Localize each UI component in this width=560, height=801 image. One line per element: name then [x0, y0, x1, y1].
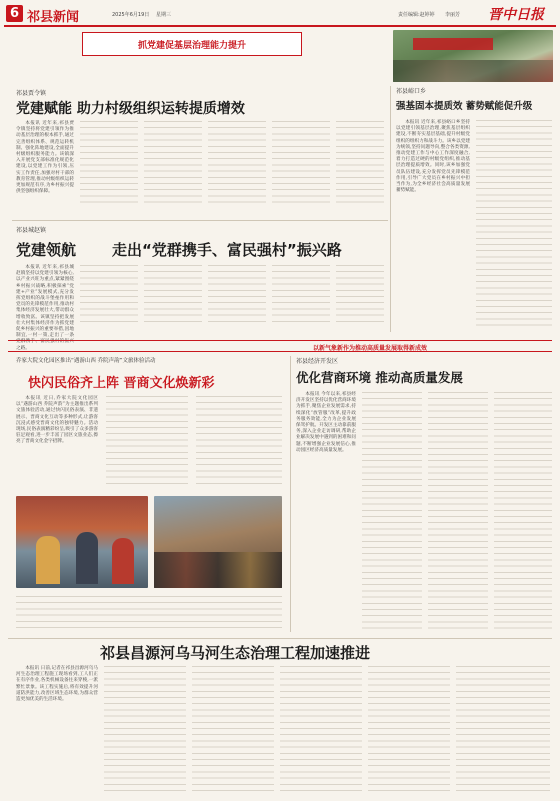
- body-chengzhao-col4: [208, 265, 266, 327]
- body-jialing-col1: [16, 121, 74, 203]
- body-kaifaqu-text: 本报讯 今年以来,祁县经济开发区坚持以优化营商环境为抓手,聚焦企业发展需求,持续深化“放管服”改革,提升政务服务效能,全力为企业发展保驾护航。开发区主动靠前服务,深入企业走访调研,帮助企业解决发展中遇到的困难和问题,不断增强企业发展信心,推动园区经济高质量发展。: [296, 392, 356, 453]
- body-changyuan-col4: [280, 666, 362, 792]
- headline-changyuan: 祁县昌源河乌马河生态治理工程加速推进: [100, 644, 371, 662]
- photo-figure-shape: [112, 538, 134, 584]
- headline-yukou: 强基固本提质效 蓄势赋能促升级: [396, 101, 533, 112]
- article-qiaojia: [16, 356, 286, 636]
- body-kaifaqu-col2: [362, 392, 422, 630]
- divider-a6: [8, 638, 552, 639]
- body-chengzhao-col2: [80, 265, 138, 327]
- proofreader-credit: 李丽芳: [445, 12, 461, 18]
- body-chengzhao-col6: [336, 265, 384, 327]
- kicker-qiaojia: 乔家大院文化园区推出“遇游山西 乔院声韵”文旅体验活动: [16, 358, 156, 364]
- body-qiaojia-col2: [106, 396, 188, 488]
- article-changyuan: [16, 642, 554, 796]
- photo-figure-shape: [36, 536, 60, 584]
- headline-chengzhao-main: 走出“党群携手、富民强村”振兴路: [112, 241, 342, 259]
- headline-kaifaqu: 优化营商环境 推动高质量发展: [296, 370, 463, 385]
- photo-crowd-shape: [154, 552, 282, 588]
- theme-strip-label: 以新气象新作为推动高质量发展取得新成效: [313, 345, 428, 352]
- body-chengzhao-text: 本报讯 近年来,祁县城赵镇坚持以党建引领为核心,以产业兴旺为重点,紧紧围绕乡村振兴战略,积极探索“党建+产业”发展模式,充分发挥党组织的战斗堡垒作用和党员的先锋模范作用,推动村集体经济发展壮大,带动群众增收致富。该镇坚持把发展壮大村集体经济作为抓党建促乡村振兴的重要举措,因地制宜,一村一策,走出了一条党群携手、富民强村的振兴之路。: [16, 265, 74, 351]
- headline-jialing: 党建赋能 助力村级组织运转提质增效: [16, 101, 245, 117]
- photo-yukou-activity: [393, 30, 553, 82]
- kicker-jialing: 祁县贾令镇: [16, 90, 47, 97]
- banner-ribbon: [82, 32, 302, 56]
- banner-slogan: 抓党建促基层治理能力提升: [137, 41, 246, 51]
- article-yukou: [396, 86, 554, 336]
- body-changyuan-col2: [104, 666, 186, 792]
- body-qiaojia-col3: [196, 396, 282, 488]
- page-number: 6: [9, 6, 20, 21]
- body-changyuan-col6: [456, 666, 550, 792]
- body-chengzhao-col3: [144, 265, 202, 327]
- editor-credit: 责任编辑:赵婷婷: [398, 12, 435, 18]
- kicker-kaifaqu: 祁县经济开发区: [296, 358, 339, 365]
- kicker-chengzhao: 祁县城赵镇: [16, 227, 47, 234]
- page-number-badge: [6, 5, 23, 22]
- headline-chengzhao-left: 党建领航: [16, 241, 77, 259]
- body-kaifaqu-col4: [494, 392, 552, 630]
- photo-qiaojia-flashmob: [154, 496, 282, 588]
- body-changyuan-text: 本报讯 日前,记者在祁县昌源河乌马河生态治理工程施工现场看到,工人们正在有序作业,各类机械设备往来穿梭,一派繁忙景象。该工程实施后,将有效提升河道防洪能力,改善区域生态环境,为群众营造更加优美的生活环境。: [16, 666, 98, 703]
- body-qiaojia-text: 本报讯 近日,乔家大院文化园区以“遇游山西 乔院声韵”为主题推出系列文旅体验活动,通过快闪民俗表演、非遗展示、晋商文化互动等多种形式,让游客沉浸式感受晋商文化的独特魅力。活动现场,民俗表演精彩纷呈,吸引了众多游客驻足观看,进一步丰富了园区文旅业态,擦亮了晋商文化金字招牌。: [16, 396, 98, 445]
- body-jialing-col3: [144, 121, 202, 203]
- body-changyuan-col5: [368, 666, 450, 792]
- article-kaifaqu: [296, 356, 554, 636]
- body-jialing-text: 本报讯 近年来,祁县贾令镇坚持将党建引领作为推动基层治理的根本抓手,通过完善组织体系、规范运转机制、强化阵地建设,全面提升村级组织服务能力。该镇深入开展党支部标准化规范化建设,以党建工作为引领,压实工作责任,加强对村干部的教育管理,推动村级组织运转更加规范有序,为乡村振兴提供坚强组织保障。: [16, 121, 74, 195]
- body-changyuan-col3: [192, 666, 274, 792]
- body-kaifaqu-col1: [296, 392, 356, 630]
- column-divider-middle: [290, 356, 291, 632]
- newspaper-logo: 晋中日报: [488, 7, 544, 23]
- issue-date: 2025年6月19日: [112, 12, 150, 18]
- kicker-yukou: 祁县峪口乡: [396, 88, 427, 95]
- photo-crowd-shape: [393, 60, 553, 82]
- issue-weekday: 星期三: [156, 12, 172, 18]
- headline-qiaojia: 快闪民俗齐上阵 晋商文化焕新彩: [28, 376, 215, 391]
- body-jialing-col6: [336, 121, 384, 203]
- theme-strip: [8, 340, 552, 352]
- body-qiaojia-bottom: [16, 596, 282, 632]
- body-kaifaqu-col3: [428, 392, 488, 630]
- body-yukou-col1: [396, 120, 470, 330]
- page-header: [0, 0, 560, 26]
- photo-caption-overlay: [413, 38, 493, 50]
- body-chengzhao-col5: [272, 265, 330, 327]
- header-rule: [4, 25, 556, 27]
- body-jialing-col5: [272, 121, 330, 203]
- article-jialing: [16, 88, 386, 218]
- photo-qiaojia-performance: [16, 496, 148, 588]
- body-changyuan-col1: [16, 666, 98, 792]
- body-yukou-text: 本报讯 近年来,祁县峪口乡坚持以党建引领基层治理,聚焦基层组织建设,不断夯实基层基础,提升村级党组织的组织力和战斗力。该乡以党建为统领,坚持问题导向,整合各类资源,推动党建工作与中心工作深度融合,着力打造过硬的村级党组织,推动基层治理提质增效。同时,该乡加强党员队伍建设,充分发挥党员先锋模范作用,引导广大党员在乡村振兴中担当作为,为全乡经济社会高质量发展蓄势赋能。: [396, 120, 470, 194]
- section-name: 祁县新闻: [27, 10, 80, 25]
- body-chengzhao-col1: [16, 265, 74, 351]
- divider-a1-a3: [12, 220, 388, 221]
- body-qiaojia-col1: [16, 396, 98, 488]
- body-jialing-col2: [80, 121, 138, 203]
- photo-figure-shape: [76, 532, 98, 584]
- body-yukou-col2: [476, 120, 552, 330]
- body-jialing-col4: [208, 121, 266, 203]
- column-divider-top: [390, 86, 391, 332]
